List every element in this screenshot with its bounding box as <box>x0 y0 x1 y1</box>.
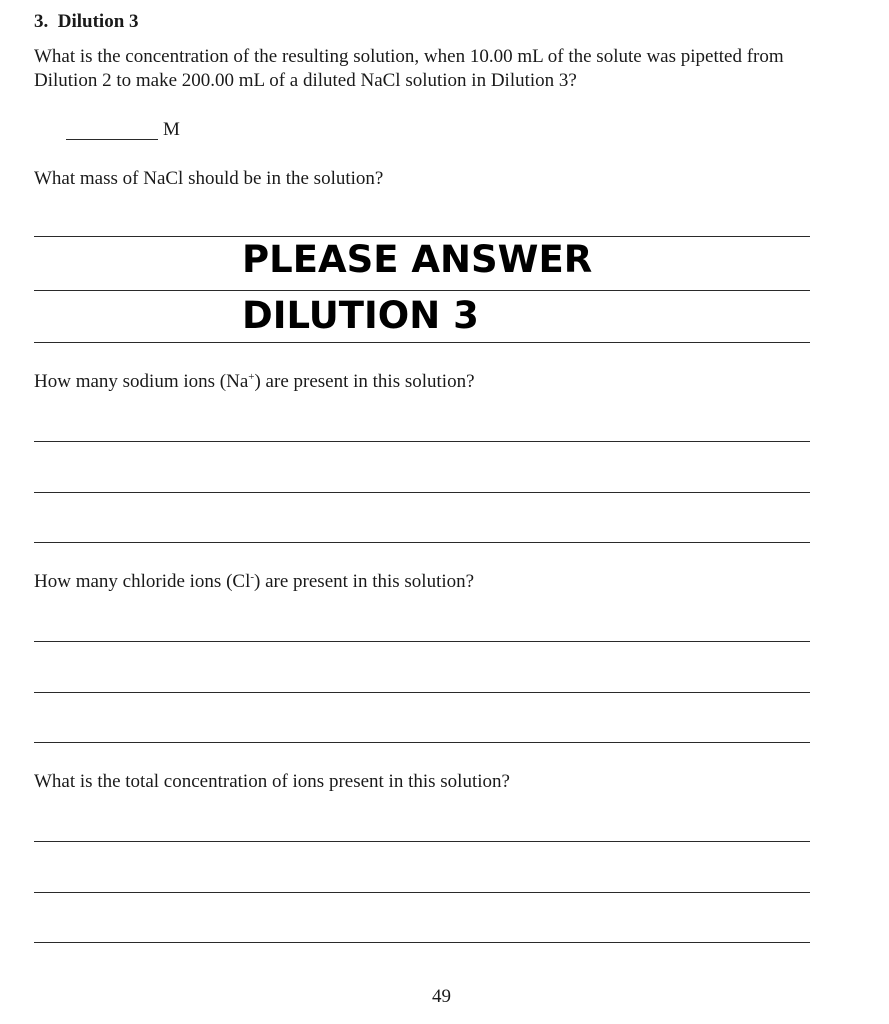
section-title: Dilution 3 <box>57 11 139 32</box>
answer-line-total-1[interactable] <box>34 841 810 842</box>
overlay-text-please-answer: PLEASE ANSWER <box>242 238 593 281</box>
chloride-charge-superscript: - <box>250 571 255 583</box>
section-number: 3. <box>34 11 49 32</box>
sodium-charge-superscript: + <box>248 371 255 383</box>
answer-blank-concentration[interactable] <box>66 139 158 140</box>
question-concentration-line2: Dilution 2 to make 200.00 mL of a diluted NaCl solution in Dilution 3? <box>34 70 577 91</box>
question-sodium-ions <box>34 371 475 393</box>
answer-line-sodium-2[interactable] <box>34 492 810 493</box>
question-total-ion-concentration: What is the total concentration of ions present in this solution? <box>34 771 510 792</box>
question-mass: What mass of NaCl should be in the solution? <box>34 168 384 189</box>
question-chloride-suffix: ) are present in this solution? <box>254 571 475 592</box>
question-chloride-prefix: How many chloride ions (Cl <box>34 571 251 592</box>
answer-line-sodium-3[interactable] <box>34 542 810 543</box>
answer-line-sodium-1[interactable] <box>34 441 810 442</box>
answer-line-mass-2[interactable] <box>34 290 810 291</box>
unit-label-molar: M <box>163 119 180 140</box>
page-number: 49 <box>432 986 451 1007</box>
section-heading <box>34 11 139 33</box>
answer-line-total-3[interactable] <box>34 942 810 943</box>
answer-line-mass-3[interactable] <box>34 342 810 343</box>
answer-line-chloride-3[interactable] <box>34 742 810 743</box>
question-concentration-line1: What is the concentration of the resulting solution, when 10.00 mL of the solute was pipetted from <box>34 46 784 67</box>
question-sodium-prefix: How many sodium ions (Na <box>34 371 249 392</box>
question-sodium-suffix: ) are present in this solution? <box>254 371 475 392</box>
answer-line-chloride-2[interactable] <box>34 692 810 693</box>
question-chloride-ions <box>34 571 474 593</box>
answer-line-chloride-1[interactable] <box>34 641 810 642</box>
answer-line-total-2[interactable] <box>34 892 810 893</box>
answer-line-mass-1[interactable] <box>34 236 810 237</box>
overlay-text-dilution-3: DILUTION 3 <box>242 294 479 337</box>
